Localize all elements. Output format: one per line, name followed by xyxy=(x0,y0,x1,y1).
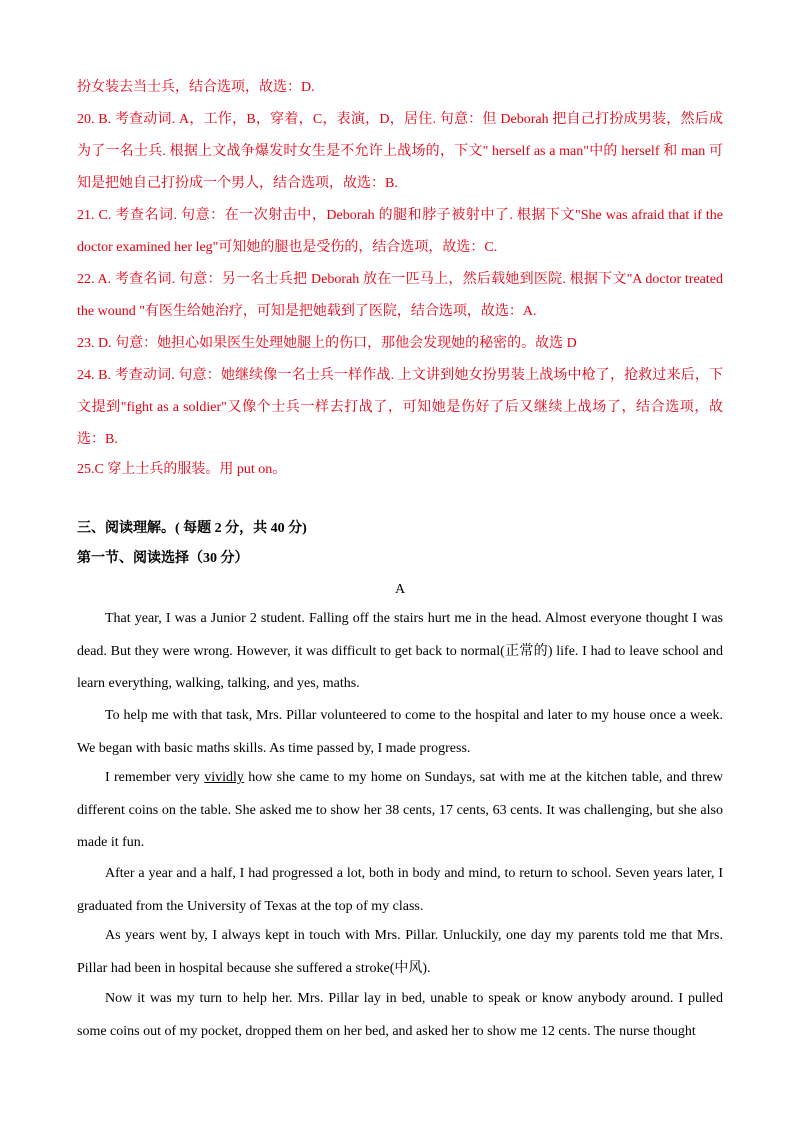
answer-20: 20. B. 考查动词. A，工作，B，穿着，C，表演，D，居住. 句意：但 Deborah 把自己打扮成男装，然后成为了一名士兵. 根据上文战争爆发时女生是不允许上战场的，下文" herself as a man"中的 herself 和 man 可知是把她自己打扮成一个男人，结合选项，故选：B. xyxy=(77,112,723,191)
answer-19-tail: 扮女装去当士兵，结合选项，故选：D. xyxy=(77,80,315,95)
answer-22: 22. A. 考查名词. 句意：另一名士兵把 Deborah 放在一匹马上，然后载她到医院. 根据下文"A doctor treated the wound "有医生给她治疗，可知是把她载到了医院，结合选项，故选：A. xyxy=(77,272,723,319)
passage-paragraph-1: That year, I was a Junior 2 student. Falling off the stairs hurt me in the head. Almost everyone thought I was dead. But they were wrong. However, it was difficult to get back to normal(正常的) life. I had to leave school and learn everything, walking, talking, and yes, maths. xyxy=(77,611,723,692)
passage-paragraph-6: Now it was my turn to help her. Mrs. Pillar lay in bed, unable to speak or know anybody around. I pulled some coins out of my pocket, dropped them on her bed, and asked her to show me 12 cents. The nurse thought xyxy=(77,991,723,1039)
answer-25: 25.C 穿上士兵的服装。用 put on。 xyxy=(77,462,287,477)
passage-paragraph-4: After a year and a half, I had progressed a lot, both in body and mind, to return to school. Seven years later, I graduated from the University of Texas at the top of my class. xyxy=(77,866,723,914)
section-subtitle: 第一节、阅读选择（30 分） xyxy=(77,551,249,566)
answer-21: 21. C. 考查名词. 句意：在一次射击中，Deborah 的腿和脖子被射中了. 根据下文"She was afraid that if the doctor examined her leg"可知她的腿也是受伤的，结合选项，故选：C. xyxy=(77,208,723,255)
paragraph-3-start: I remember very xyxy=(105,770,205,785)
section-title: 三、阅读理解。( 每题 2 分，共 40 分) xyxy=(77,521,307,536)
passage-paragraph-2: To help me with that task, Mrs. Pillar volunteered to come to the hospital and later to my house once a week. We began with basic maths skills. As time passed by, I made progress. xyxy=(77,708,723,756)
passage-label: A xyxy=(394,582,406,597)
passage-paragraph-5: As years went by, I always kept in touch with Mrs. Pillar. Unluckily, one day my parents told me that Mrs. Pillar had been in hospital because she suffered a stroke(中风). xyxy=(77,928,723,976)
paragraph-3-rest: how she came to my home on Sundays, sat with me at the kitchen table, and threw different coins on the table. She asked me to show her 38 cents, 17 cents, 63 cents. It was challenging, but she also made it fun. xyxy=(77,770,724,851)
answer-23: 23. D. 句意：她担心如果医生处理她腿上的伤口，那他会发现她的秘密的。故选 D xyxy=(77,336,577,351)
passage-paragraph-3 xyxy=(77,762,723,860)
underlined-word-vividly: vividly xyxy=(204,770,244,785)
answer-24: 24. B. 考查动词. 句意：她继续像一名士兵一样作战. 上文讲到她女扮男装上战场中枪了，抢救过来后，下文提到"fight as a soldier"又像个士兵一样去打战了，可知她是伤好了后又继续上战场了，结合选项，故选：B. xyxy=(77,368,723,447)
